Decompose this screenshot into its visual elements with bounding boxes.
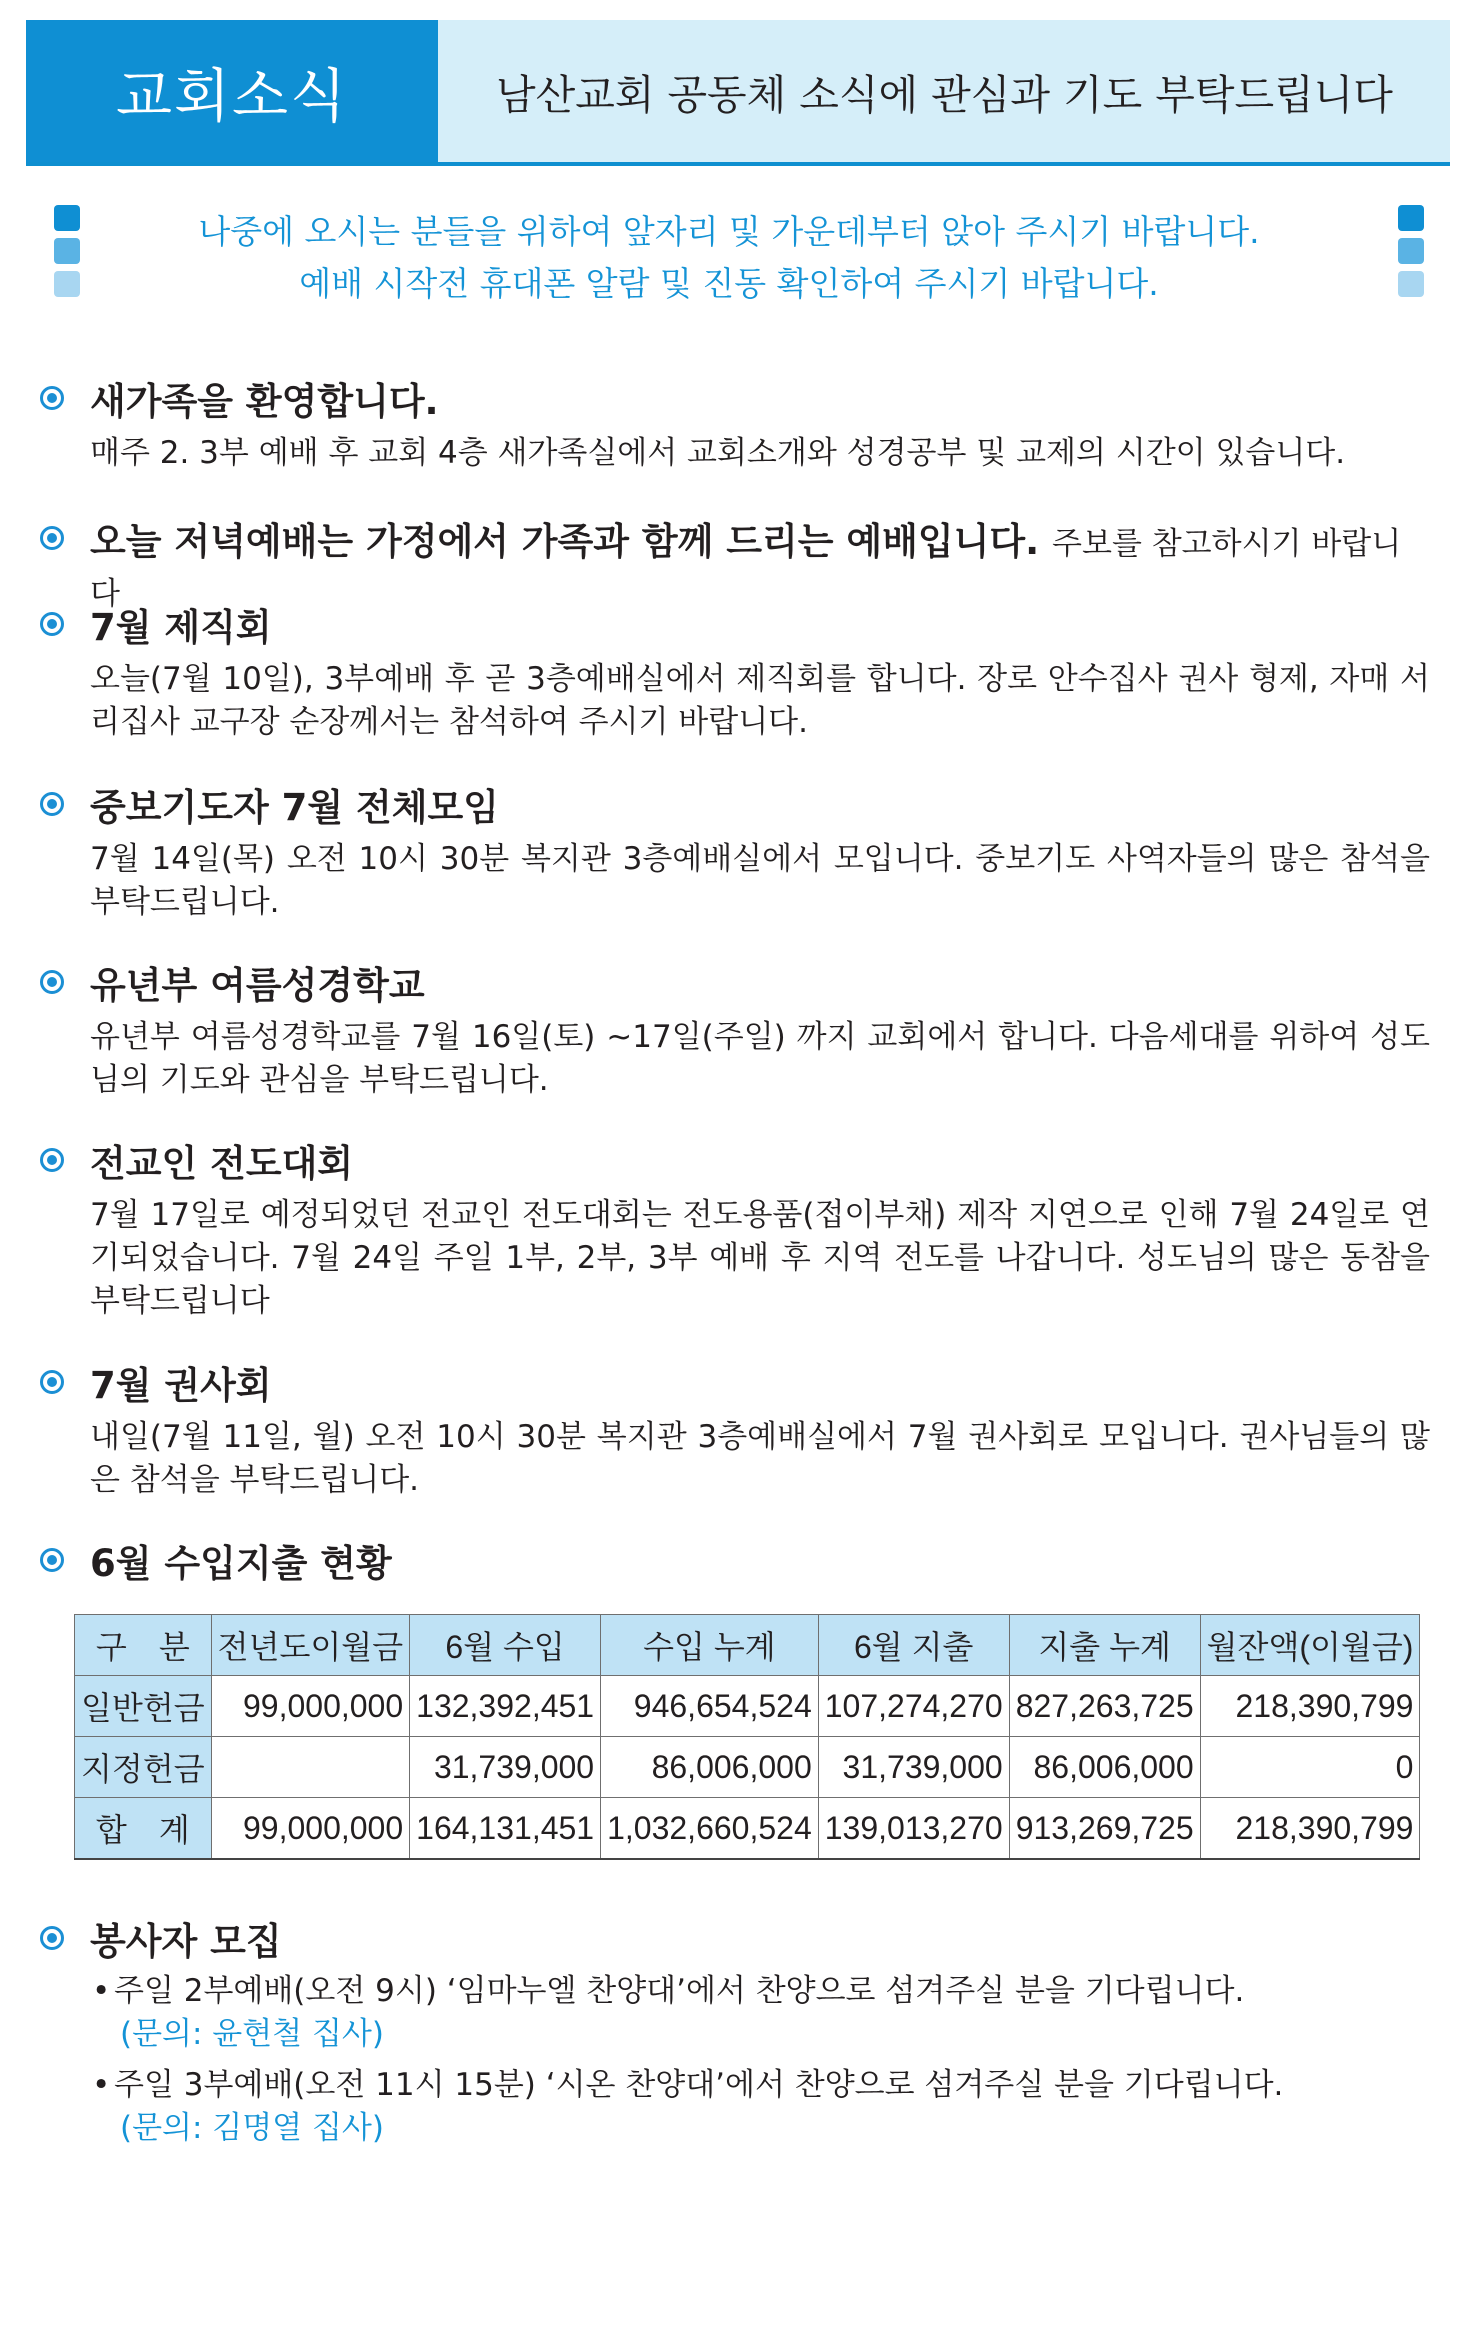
- item-title: 유년부 여름성경학교: [90, 964, 425, 1007]
- item-body: 7월 17일로 예정되었던 전교인 전도대회는 전도용품(접이부채) 제작 지연으로 인해 7월 24일로 연기되었습니다. 7월 24일 주일 1부, 2부, 3부 예배 후 지역 전도를 나갑니다. 성도님의 많은 동참을 부탁드립니다: [90, 1197, 1430, 1319]
- news-item-evening-worship: [40, 518, 1430, 618]
- table-header-cell: 전년도이월금: [211, 1615, 409, 1676]
- square-icon: [54, 238, 80, 264]
- notice-line: 나중에 오시는 분들을 위하여 앞자리 및 가운데부터 앉아 주시기 바랍니다.: [198, 212, 1260, 251]
- bullet-icon: [40, 970, 64, 994]
- volunteer-entry: [92, 1970, 1422, 2056]
- bullet-icon: [40, 1548, 64, 1572]
- volunteer-contact: (문의: 윤현철 집사): [120, 2016, 384, 2052]
- table-header-cell: 월잔액(이월금): [1200, 1615, 1420, 1676]
- table-row: [75, 1676, 1420, 1737]
- table-cell: 99,000,000: [211, 1798, 409, 1860]
- news-item-volunteers: [40, 1918, 1430, 1966]
- row-label: 합 계: [75, 1798, 212, 1860]
- finance-table: [74, 1614, 1420, 1860]
- table-cell: 139,013,270: [818, 1798, 1009, 1860]
- table-header-cell: 구 분: [75, 1615, 212, 1676]
- table-cell: 218,390,799: [1200, 1798, 1420, 1860]
- header-tab: 교회소식: [26, 20, 438, 162]
- bullet-icon: [40, 1148, 64, 1172]
- table-cell: 107,274,270: [818, 1676, 1009, 1737]
- item-body: 7월 14일(목) 오전 10시 30분 복지관 3층예배실에서 모입니다. 중보기도 사역자들의 많은 참석을 부탁드립니다.: [90, 841, 1430, 920]
- table-row: [75, 1737, 1420, 1798]
- item-title: 7월 제직회: [90, 606, 272, 649]
- table-header-cell: 6월 수입: [410, 1615, 601, 1676]
- row-label: 지정헌금: [75, 1737, 212, 1798]
- table-header-row: [75, 1615, 1420, 1676]
- bullet-icon: [40, 792, 64, 816]
- table-row-total: [75, 1798, 1420, 1860]
- item-note: 주보를 참고하시기 바랍니다: [90, 526, 1402, 612]
- news-item-evangelism: [40, 1140, 1430, 1323]
- table-cell: 86,006,000: [1009, 1737, 1200, 1798]
- item-title: 전교인 전도대회: [90, 1142, 354, 1185]
- table-cell: 132,392,451: [410, 1676, 601, 1737]
- notice-box: [100, 206, 1358, 310]
- bullet-icon: [40, 1370, 64, 1394]
- bullet-icon: [40, 386, 64, 410]
- notice-line: 예배 시작전 휴대폰 알람 및 진동 확인하여 주시기 바랍니다.: [299, 264, 1159, 303]
- item-body: 내일(7월 11일, 월) 오전 10시 30분 복지관 3층예배실에서 7월 권사회로 모입니다. 권사님들의 많은 참석을 부탁드립니다.: [90, 1419, 1430, 1498]
- table-cell: 0: [1200, 1737, 1420, 1798]
- news-item-finance: [40, 1540, 1430, 1588]
- table-header-cell: 6월 지출: [818, 1615, 1009, 1676]
- item-title-text: 오늘 저녁예배는 가정에서 가족과 함께 드리는 예배입니다.: [90, 520, 1040, 563]
- square-icon: [1398, 205, 1424, 231]
- news-item-deaconess-meeting: [40, 1362, 1430, 1502]
- news-item-new-family: [40, 378, 1430, 475]
- volunteer-entry: [92, 2064, 1422, 2150]
- row-label: 일반헌금: [75, 1676, 212, 1737]
- square-icon: [54, 271, 80, 297]
- item-title: 봉사자 모집: [90, 1920, 282, 1963]
- header-bar: [26, 20, 1450, 166]
- table-cell: 99,000,000: [211, 1676, 409, 1737]
- bullet-icon: [40, 612, 64, 636]
- square-icon: [1398, 238, 1424, 264]
- table-cell: 827,263,725: [1009, 1676, 1200, 1737]
- item-body: 유년부 여름성경학교를 7월 16일(토) ~17일(주일) 까지 교회에서 합니다. 다음세대를 위하여 성도님의 기도와 관심을 부탁드립니다.: [90, 1019, 1430, 1098]
- item-body: 매주 2. 3부 예배 후 교회 4층 새가족실에서 교회소개와 성경공부 및 교제의 시간이 있습니다.: [90, 435, 1346, 471]
- bullet-icon: [40, 1926, 64, 1950]
- news-item-bible-school: [40, 962, 1430, 1102]
- volunteer-text: 주일 2부예배(오전 9시) ‘임마누엘 찬양대’에서 찬양으로 섬겨주실 분을 기다립니다.: [114, 1973, 1245, 2009]
- bullet-icon: [40, 526, 64, 550]
- table-cell: [211, 1737, 409, 1798]
- item-body: 오늘(7월 10일), 3부예배 후 곧 3층예배실에서 제직회를 합니다. 장로 안수집사 권사 형제, 자매 서리집사 교구장 순장께서는 참석하여 주시기 바랍니다.: [90, 661, 1430, 740]
- news-item-intercessors: [40, 784, 1430, 924]
- item-title: 새가족을 환영합니다.: [90, 380, 439, 423]
- table-cell: 1,032,660,524: [601, 1798, 819, 1860]
- table-cell: 218,390,799: [1200, 1676, 1420, 1737]
- item-title: 7월 권사회: [90, 1364, 272, 1407]
- bullet-dot: •: [92, 2067, 111, 2103]
- table-cell: 164,131,451: [410, 1798, 601, 1860]
- volunteer-text: 주일 3부예배(오전 11시 15분) ‘시온 찬양대’에서 찬양으로 섬겨주실 분을 기다립니다.: [114, 2067, 1284, 2103]
- item-title: 중보기도자 7월 전체모임: [90, 786, 499, 829]
- item-title: 6월 수입지출 현황: [90, 1542, 392, 1585]
- table-cell: 86,006,000: [601, 1737, 819, 1798]
- bullet-dot: •: [92, 1973, 111, 2009]
- header-subtitle: 남산교회 공동체 소식에 관심과 기도 부탁드립니다: [496, 70, 1393, 119]
- table-cell: 913,269,725: [1009, 1798, 1200, 1860]
- decor-squares-right: [1398, 205, 1424, 304]
- table-header-cell: 지출 누계: [1009, 1615, 1200, 1676]
- news-item-officers-meeting: [40, 604, 1430, 744]
- table-cell: 31,739,000: [410, 1737, 601, 1798]
- volunteer-contact: (문의: 김명열 집사): [120, 2110, 384, 2146]
- table-cell: 946,654,524: [601, 1676, 819, 1737]
- table-cell: 31,739,000: [818, 1737, 1009, 1798]
- square-icon: [54, 205, 80, 231]
- item-title: [90, 518, 1430, 618]
- table-header-cell: 수입 누계: [601, 1615, 819, 1676]
- decor-squares-left: [54, 205, 80, 304]
- square-icon: [1398, 271, 1424, 297]
